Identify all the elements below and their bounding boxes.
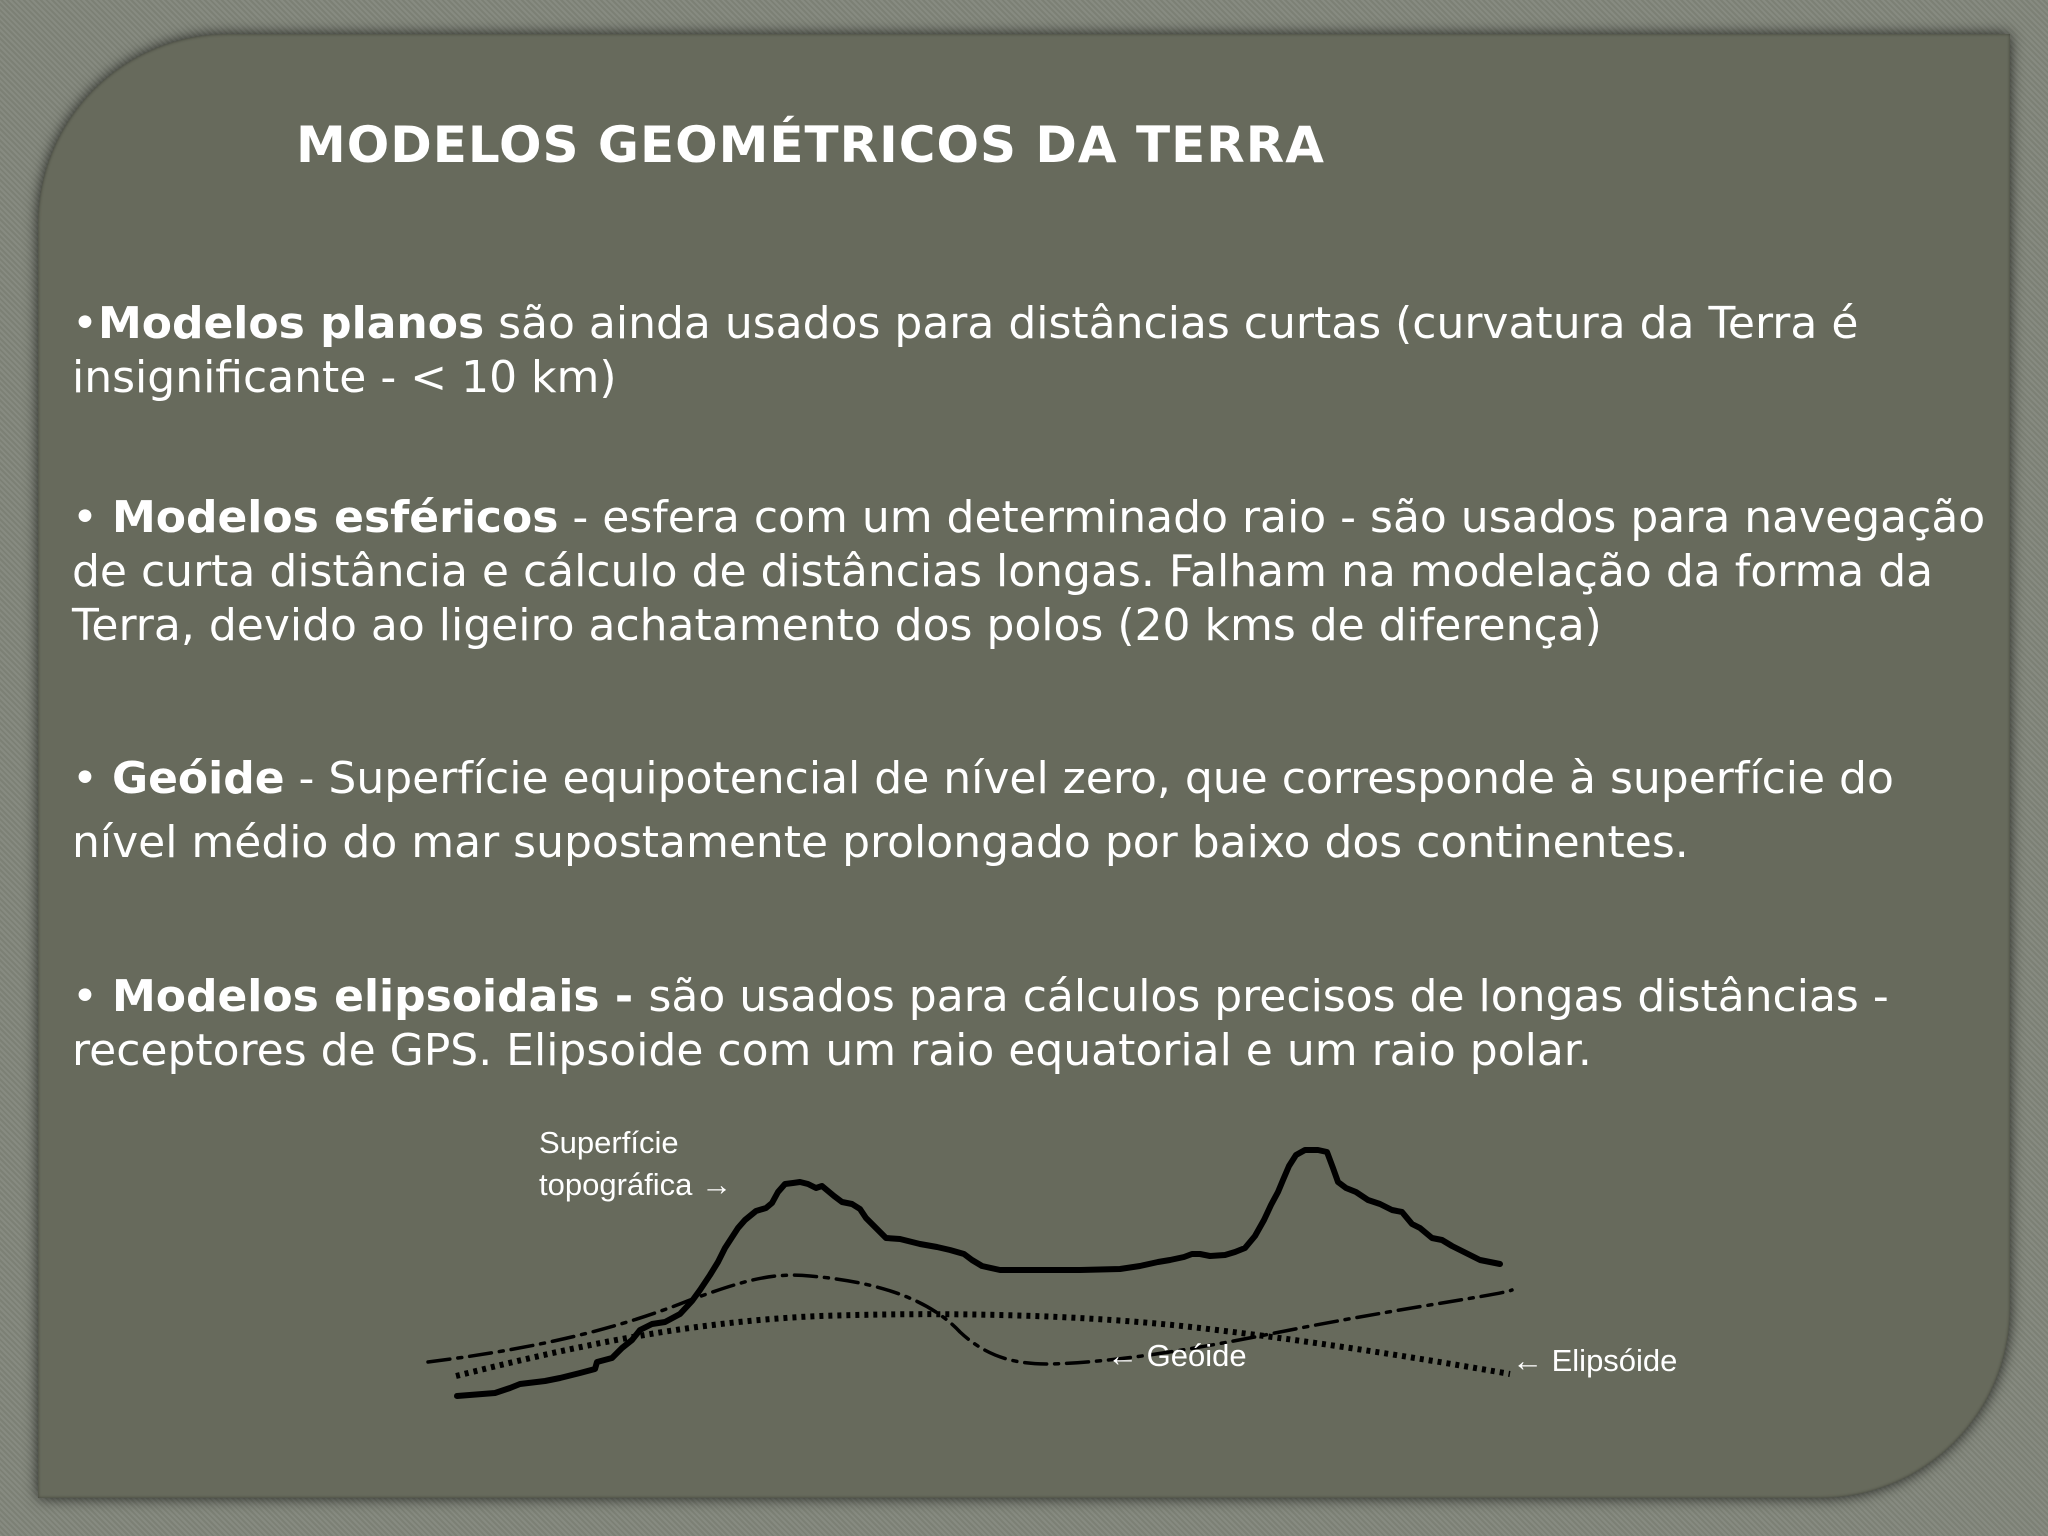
superficie-label-line2: topográfica → bbox=[539, 1167, 732, 1202]
geoide-label: ← Geóide bbox=[1107, 1338, 1247, 1373]
bullet-marker: • bbox=[72, 753, 112, 804]
slide-title: MODELOS GEOMÉTRICOS DA TERRA bbox=[296, 116, 1325, 174]
bullet-term: Geóide bbox=[111, 753, 285, 804]
bullet-text: são ainda usados para distâncias curtas (curvatura da Terra é insignificante - < 10 km) bbox=[72, 298, 1859, 403]
bullet-marker: • bbox=[72, 492, 112, 543]
bullet-modelos-planos bbox=[72, 297, 1992, 405]
bullet-text: - Superfície equipotencial de nível zero, que corresponde à superfície do nível médio do mar supostamente prolongado por baixo dos continentes. bbox=[72, 753, 1894, 868]
bullet-term: Modelos planos bbox=[97, 298, 485, 349]
bullet-marker: • bbox=[72, 971, 112, 1022]
bullet-term: Modelos esféricos bbox=[111, 492, 559, 543]
bullet-geoide bbox=[72, 747, 1992, 875]
bullet-marker: • bbox=[72, 298, 98, 349]
superficie-label-line1: Superfície bbox=[539, 1125, 679, 1160]
bullet-modelos-esfericos bbox=[72, 491, 1992, 653]
bullet-term: Modelos elipsoidais - bbox=[111, 971, 649, 1022]
elipsoide-label: ← Elipsóide bbox=[1512, 1343, 1678, 1378]
superficie-topografica-label bbox=[539, 1122, 732, 1206]
bullet-modelos-elipsoidais bbox=[72, 970, 1992, 1078]
bullet-text: - esfera com um determinado raio - são usados para navegação de curta distância e cálculo de distâncias longas. Falham na modelação da forma da Terra, devido ao ligeiro achatamento dos polos (20 kms de diferença) bbox=[72, 492, 1986, 651]
bullet-text: são usados para cálculos precisos de longas distâncias - receptores de GPS. Elipsoide com um raio equatorial e um raio polar. bbox=[72, 971, 1889, 1076]
